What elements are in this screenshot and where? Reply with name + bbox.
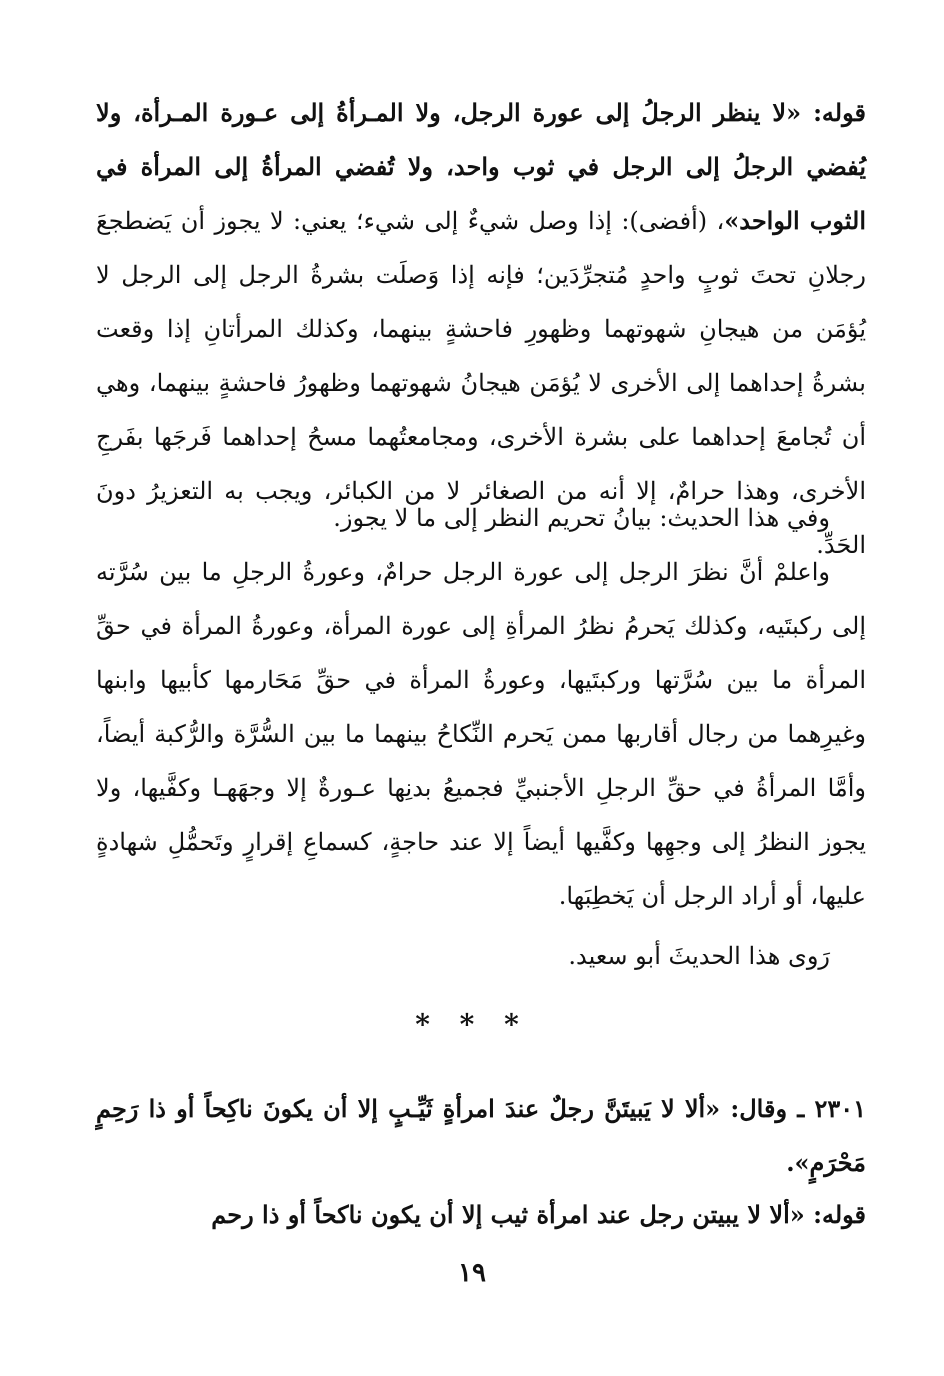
commentary-start: قوله: «ألا لا يبيتن رجل عند امرأة ثيب إلا أن يكون ناكحاً أو ذا رحم xyxy=(211,1200,866,1229)
narrator-line: رَوى هذا الحديثَ أبو سعيد. xyxy=(568,942,830,970)
commentary-paragraph-2: وفي هذا الحديث: بيانُ تحريم النظر إلى ما لا يجوز. xyxy=(333,504,830,532)
quoted-hadith-text: قوله: «لا ينظر الرجلُ إلى عورة الرجل، ولا المـرأةُ إلى عـورة المـرأة، ولا يُفضي الرجلُ إلى الرجل في ثوب واحد، ولا تُفضي المرأةُ إلى المرأة في الثوب الواحد» xyxy=(96,98,866,235)
section-separator: * * * xyxy=(415,1008,529,1041)
commentary-paragraph-3: واعلمْ أنَّ نظرَ الرجل إلى عورة الرجل حرامٌ، وعورةُ الرجلِ ما بين سُرَّته إلى ركبتَيه، وكذلك يَحرمُ نظرُ المرأةِ إلى عورة المرأة، وعورةُ المرأة في حقِّ المرأة ما بين سُرَّتها وركبتَيها، وعورةُ المرأة في حقِّ مَحَارمها كأبيها وابنها وغيرِهما من رجال أقاربها ممن يَحرم النِّكاحُ بينهما ما بين السُّرَّة والرُّكبة أيضاً، وأمَّا المرأةُ في حقِّ الرجلِ الأجنبيِّ فجميعُ بدنِها عـورةٌ إلا وجهَهـا وكفَّيها، ولا يجوز النظرُ إلى وجهِها وكفَّيها أيضاً إلا عند حاجةٍ، كسماعِ إقرارٍ وتَحمُّلِ شهادةٍ عليها، أو أراد الرجل أن يَخطِبَها. xyxy=(96,558,866,910)
page-number: ١٩ xyxy=(458,1258,486,1288)
hadith-2301: ٢٣٠١ ـ وقال: «ألا لا يَبيتَنَّ رجلٌ عندَ امرأةٍ ثَيِّـبٍ إلا أن يكونَ ناكِحاً أو ذا رَحِمٍ مَحْرَمٍ». xyxy=(96,1094,866,1177)
commentary-text: ، (أفضى): إذا وصل شيءٌ إلى شيء؛ يعني: لا يجوز أن يَضطجعَ رجلانِ تحتَ ثوبٍ واحدٍ مُتجرِّدَين؛ فإنه إذا وَصلَت بشرةُ الرجل إلى الرجل لا يُؤمَن من هيجانِ شهوتهما وظهورِ فاحشةٍ بينهما، وكذلك المرأتانِ إذا وقعت بشرةُ إحداهما إلى الأخرى لا يُؤمَن هيجانُ شهوتهما وظهورُ فاحشةٍ بينهما، وهي أن تُجامعَ إحداهما على بشرة الأخرى، ومجامعتُهما مسحُ إحداهما فَرجَها بفَرجِ الأخرى، وهذا حرامٌ، إلا أنه من الصغائر لا من الكبائر، ويجب به التعزيرُ دونَ الحَدِّ. xyxy=(96,207,866,559)
